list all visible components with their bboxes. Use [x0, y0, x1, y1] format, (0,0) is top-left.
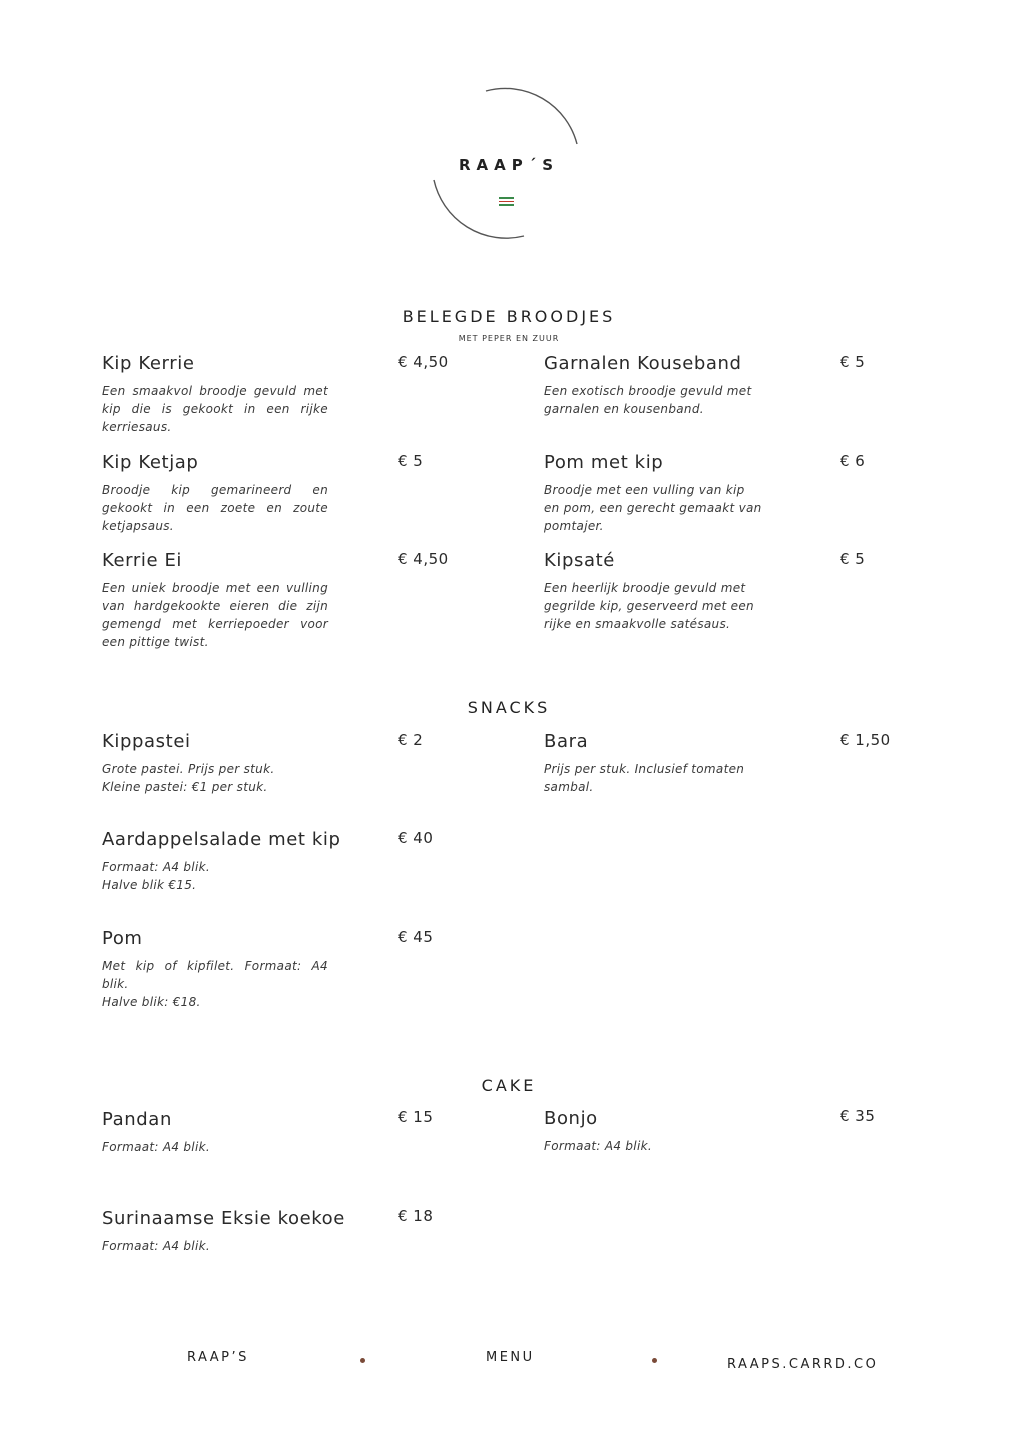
- item-name: Kerrie Ei: [102, 550, 183, 571]
- item-name: Kip Ketjap: [102, 452, 199, 473]
- footer-website-link[interactable]: RAAPS.CARRD.CO: [727, 1357, 879, 1372]
- item-price: € 40: [398, 829, 434, 847]
- footer-menu-label: MENU: [486, 1350, 535, 1365]
- menu-item: [544, 550, 884, 633]
- item-description: Formaat: A4 blik. Halve blik €15.: [102, 860, 210, 892]
- footer-dot-icon: [652, 1358, 657, 1363]
- item-name: Garnalen Kouseband: [544, 353, 742, 374]
- menu-item: [102, 731, 442, 796]
- item-price: € 18: [398, 1207, 434, 1225]
- item-price: € 1,50: [840, 731, 891, 749]
- item-name: Pom met kip: [544, 452, 664, 473]
- suriname-flag-icon: [499, 197, 514, 206]
- item-price: € 35: [840, 1107, 876, 1125]
- item-description: Broodje met een vulling van kip en pom, een gerecht gemaakt van pomtajer.: [544, 483, 762, 533]
- item-price: € 2: [398, 731, 424, 749]
- item-description: Formaat: A4 blik.: [544, 1139, 652, 1153]
- item-description: Een heerlijk broodje gevuld met gegrilde kip, geserveerd met een rijke en smaakvolle satésaus.: [544, 581, 754, 631]
- menu-item: [102, 550, 442, 651]
- footer-dot-icon: [360, 1358, 365, 1363]
- item-name: Bonjo: [544, 1108, 598, 1129]
- item-price: € 6: [840, 452, 866, 470]
- section-subtitle-broodjes: MET PEPER EN ZUUR: [458, 334, 560, 343]
- logo: [424, 84, 594, 244]
- item-price: € 5: [840, 550, 866, 568]
- item-name: Surinaamse Eksie koekoe: [102, 1208, 345, 1229]
- menu-item: [544, 353, 884, 418]
- item-name: Kippastei: [102, 731, 191, 752]
- item-description: Prijs per stuk. Inclusief tomaten sambal.: [544, 762, 745, 794]
- item-price: € 5: [398, 452, 424, 470]
- footer-brand: RAAP’S: [187, 1350, 249, 1365]
- menu-item: [544, 1108, 884, 1155]
- menu-item: [102, 452, 442, 535]
- item-price: € 5: [840, 353, 866, 371]
- item-description: Met kip of kipfilet. Formaat: A4 blik. Halve blik: €18.: [102, 959, 328, 1009]
- item-description: Grote pastei. Prijs per stuk. Kleine pastei: €1 per stuk.: [102, 762, 275, 794]
- item-description: Formaat: A4 blik.: [102, 1140, 210, 1154]
- menu-item: [102, 353, 442, 436]
- item-name: Pom: [102, 928, 143, 949]
- brand-name: RAAP´S: [458, 156, 560, 174]
- menu-item: [102, 829, 442, 894]
- item-price: € 4,50: [398, 550, 449, 568]
- menu-item: [102, 1208, 442, 1255]
- item-description: Formaat: A4 blik.: [102, 1239, 210, 1253]
- menu-item: [544, 452, 884, 535]
- item-name: Pandan: [102, 1109, 172, 1130]
- item-name: Kipsaté: [544, 550, 615, 571]
- item-description: Een uniek broodje met een vulling van hardgekookte eieren die zijn gemengd met kerriepoeder voor een pittige twist.: [102, 581, 328, 649]
- menu-item: [102, 928, 442, 1011]
- item-name: Kip Kerrie: [102, 353, 195, 374]
- item-name: Aardappelsalade met kip: [102, 829, 341, 850]
- item-description: Een smaakvol broodje gevuld met kip die is gekookt in een rijke kerriesaus.: [102, 384, 328, 434]
- item-description: Een exotisch broodje gevuld met garnalen en kousenband.: [544, 384, 752, 416]
- section-title-cake: CAKE: [481, 1076, 537, 1095]
- menu-item: [544, 731, 884, 796]
- item-price: € 15: [398, 1108, 434, 1126]
- menu-item: [102, 1109, 442, 1156]
- item-price: € 45: [398, 928, 434, 946]
- item-description: Broodje kip gemarineerd en gekookt in een zoete en zoute ketjapsaus.: [102, 483, 328, 533]
- section-title-snacks: SNACKS: [467, 698, 551, 717]
- item-price: € 4,50: [398, 353, 449, 371]
- item-name: Bara: [544, 731, 589, 752]
- section-title-broodjes: BELEGDE BROODJES: [402, 307, 616, 326]
